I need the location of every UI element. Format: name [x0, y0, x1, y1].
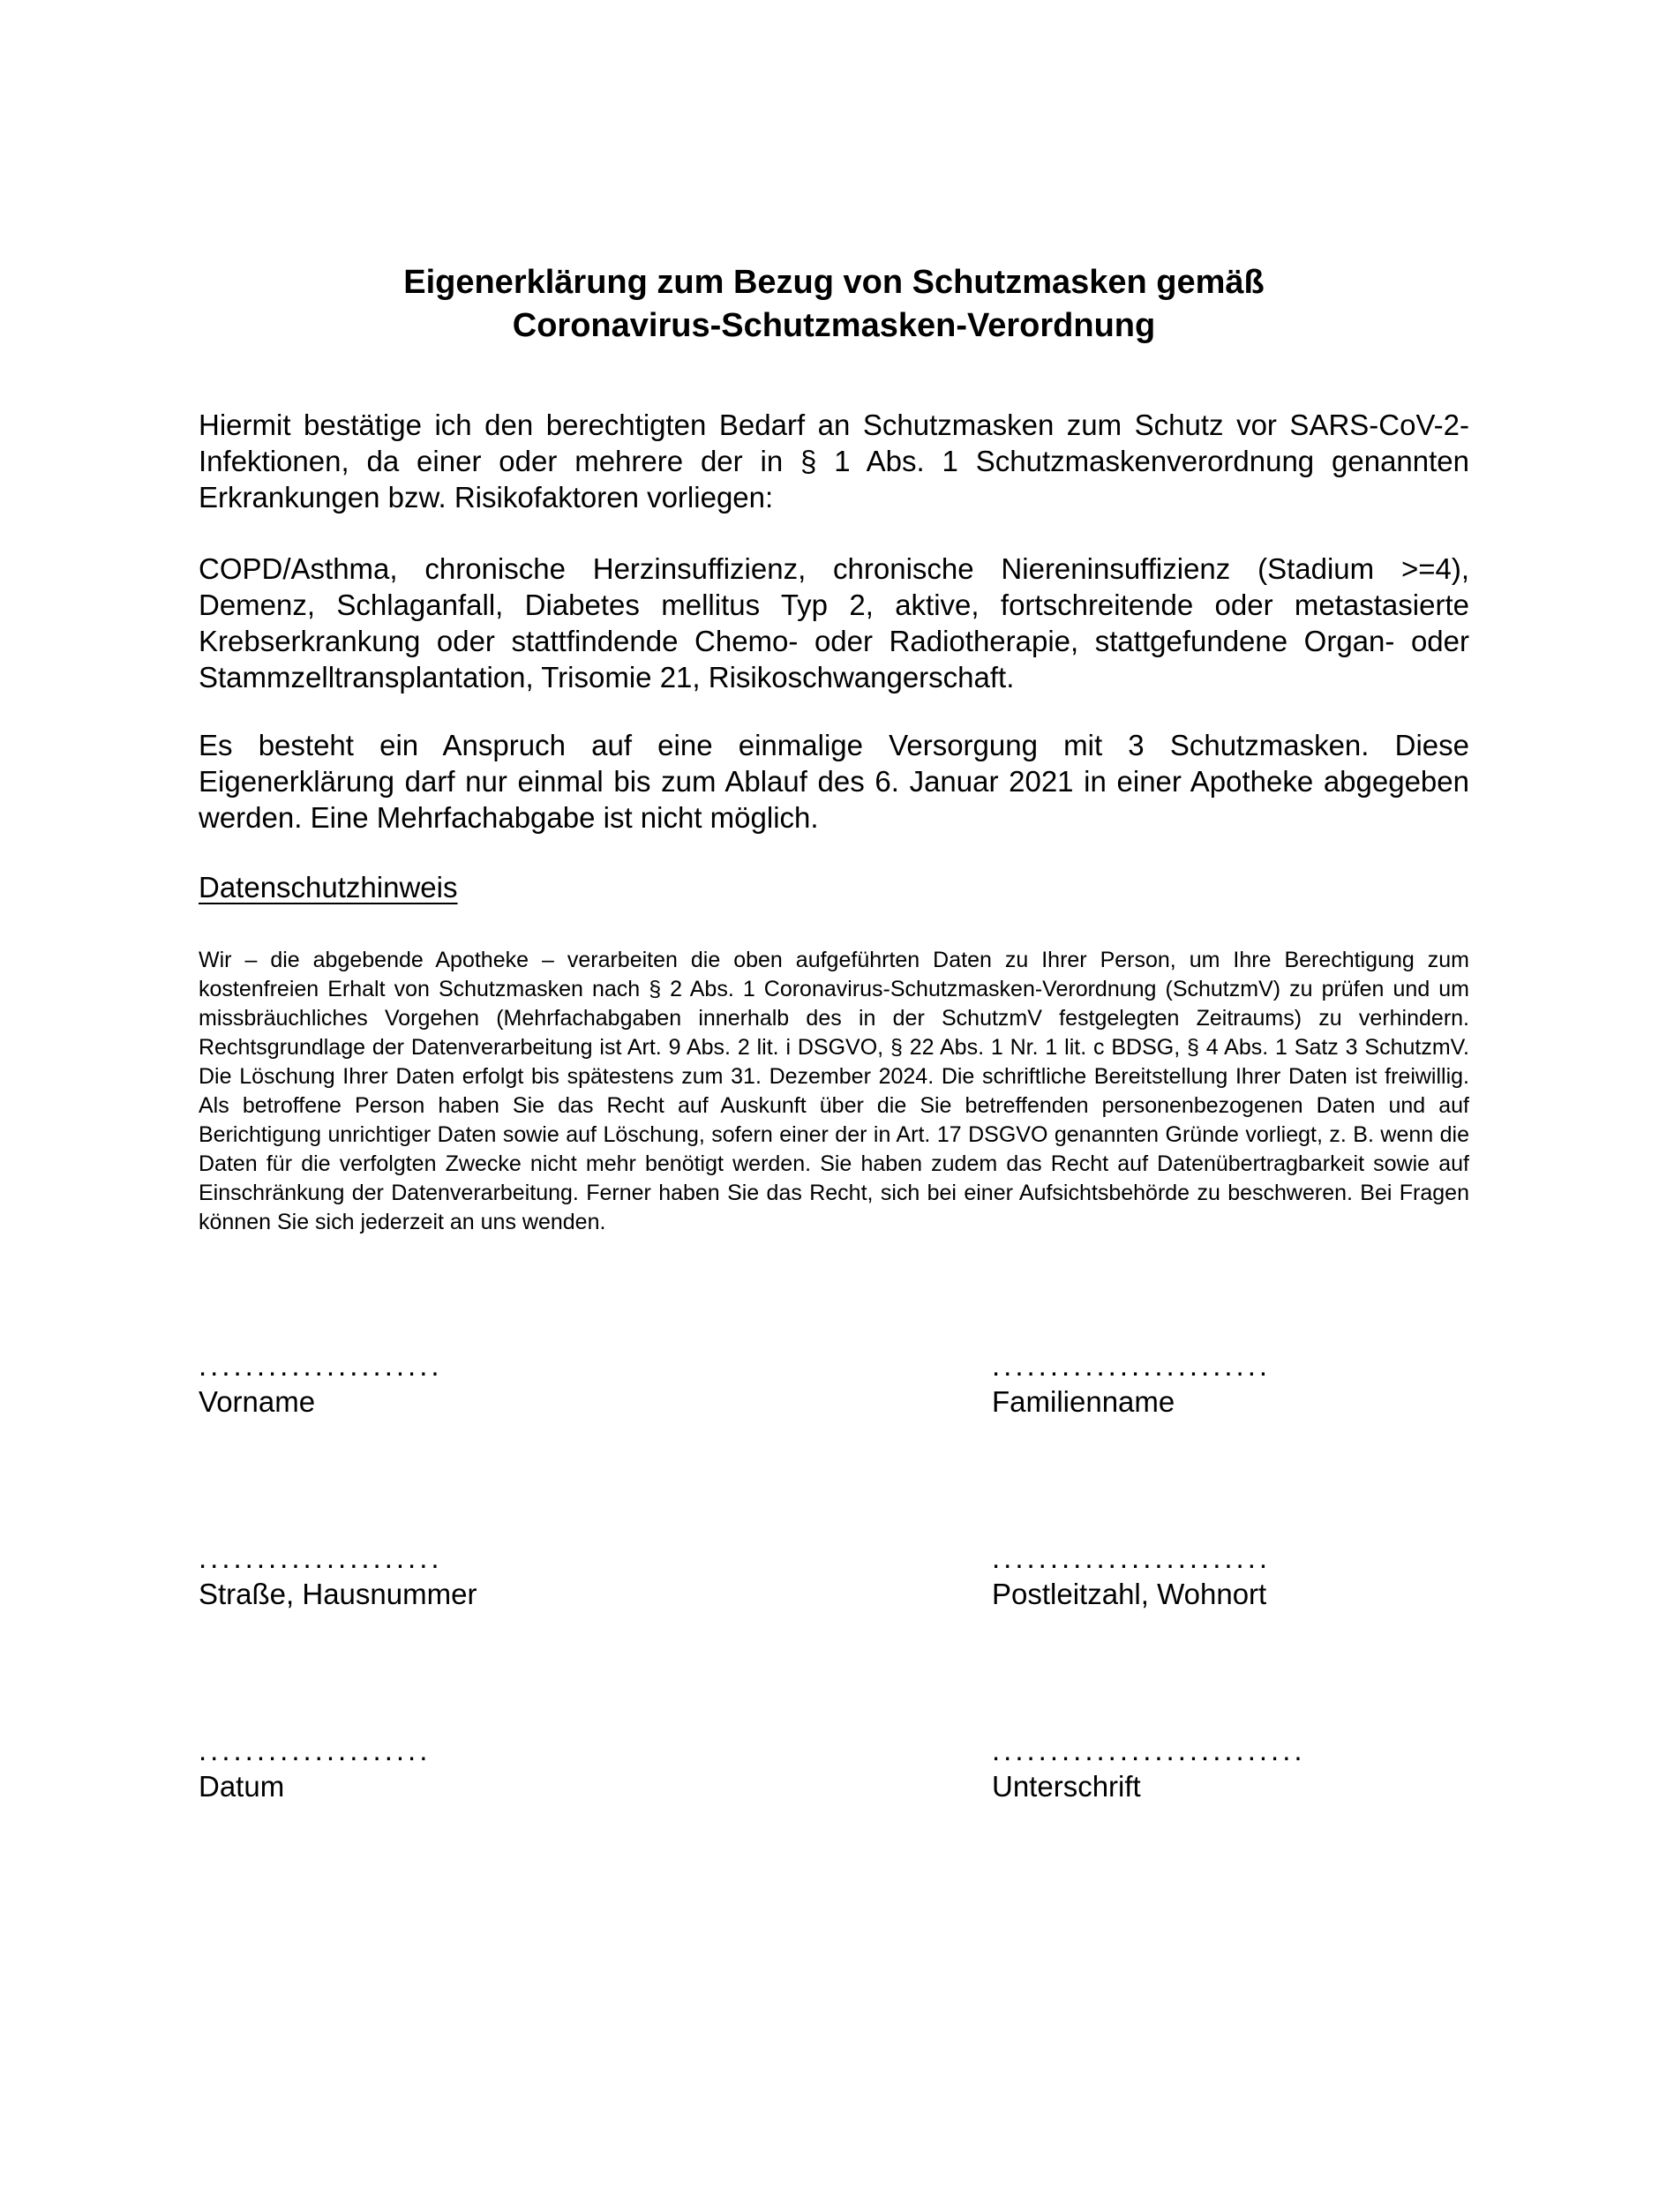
vorname-label: Vorname: [199, 1385, 316, 1418]
entitlement-paragraph: Es besteht ein Anspruch auf eine einmalige Versorgung mit 3 Schutzmasken. Diese Eigenerklärung darf nur einmal bis zum Ablauf des 6. Januar 2021 in einer Apotheke abgegeben werden. Eine Mehrfachabgabe ist nicht möglich.: [199, 729, 1469, 834]
risk-conditions-paragraph: COPD/Asthma, chronische Herzinsuffizienz, chronische Niereninsuffizienz (Stadium >=4), Demenz, Schlaganfall, Diabetes mellitus Typ 2, aktive, fortschreitende oder metastasierte Krebserkrankung oder stattfindende Chemo- oder Radiotherapie, stattgefundene Organ- oder Stammzelltransplantation, Trisomie 21, Risikoschwangerschaft.: [199, 552, 1469, 694]
title-line-1: Eigenerklärung zum Bezug von Schutzmasken gemäß: [403, 264, 1265, 301]
field-familienname: [992, 1347, 1469, 1420]
document-content: [199, 0, 1469, 1804]
field-vorname: [199, 1347, 992, 1420]
document-title: [199, 261, 1469, 348]
field-strasse: [199, 1540, 992, 1612]
vorname-fill-line: .....................: [199, 1349, 443, 1382]
field-postleitzahl: [992, 1540, 1469, 1612]
unterschrift-fill-line: ...........................: [992, 1734, 1306, 1766]
familienname-label: Familienname: [992, 1385, 1175, 1418]
intro-paragraph: Hiermit bestätige ich den berechtigten Bedarf an Schutzmasken zum Schutz vor SARS-CoV-2-Infektionen, da einer oder mehrere der in § 1 Abs. 1 Schutzmaskenverordnung genannten Erkrankungen bzw. Risikofaktoren vorliegen:: [199, 409, 1469, 514]
strasse-fill-line: .....................: [199, 1541, 443, 1574]
field-row-signature: [199, 1732, 1469, 1804]
unterschrift-label: Unterschrift: [992, 1770, 1141, 1803]
title-line-2: Coronavirus-Schutzmasken-Verordnung: [512, 307, 1156, 344]
privacy-heading: Datenschutzhinweis: [199, 871, 458, 904]
postleitzahl-label: Postleitzahl, Wohnort: [992, 1578, 1267, 1610]
postleitzahl-fill-line: ........................: [992, 1541, 1272, 1574]
field-datum: [199, 1732, 992, 1804]
datum-label: Datum: [199, 1770, 285, 1803]
familienname-fill-line: ........................: [992, 1349, 1272, 1382]
datum-fill-line: ....................: [199, 1734, 432, 1766]
strasse-label: Straße, Hausnummer: [199, 1578, 477, 1610]
field-row-name: [199, 1347, 1469, 1420]
field-row-address: [199, 1540, 1469, 1612]
privacy-paragraph: Wir – die abgebende Apotheke – verarbeiten die oben aufgeführten Daten zu Ihrer Person, um Ihre Berechtigung zum kostenfreien Erhalt von Schutzmasken nach § 2 Abs. 1 Coronavirus-Schutzmasken-Verordnung (SchutzmV) zu prüfen und um missbräuchliches Vorgehen (Mehrfachabgaben innerhalb des in der SchutzmV festgelegten Zeitraums) zu verhindern. Rechtsgrundlage der Datenverarbeitung ist Art. 9 Abs. 2 lit. i DSGVO, § 22 Abs. 1 Nr. 1 lit. c BDSG, § 4 Abs. 1 Satz 3 SchutzmV. Die Löschung Ihrer Daten erfolgt bis spätestens zum 31. Dezember 2024. Die schriftliche Bereitstellung Ihrer Daten ist freiwillig. Als betroffene Person haben Sie das Recht auf Auskunft über die Sie betreffenden personenbezogenen Daten und auf Berichtigung unrichtiger Daten sowie auf Löschung, sofern einer der in Art. 17 DSGVO genannten Gründe vorliegt, z. B. wenn die Daten für die verfolgten Zwecke nicht mehr benötigt werden. Sie haben zudem das Recht auf Datenübertragbarkeit sowie auf Einschränkung der Datenverarbeitung. Ferner haben Sie das Recht, sich bei einer Aufsichtsbehörde zu beschweren. Bei Fragen können Sie sich jederzeit an uns wenden.: [199, 948, 1469, 1234]
field-unterschrift: [992, 1732, 1469, 1804]
signature-fields: [199, 1347, 1469, 1804]
